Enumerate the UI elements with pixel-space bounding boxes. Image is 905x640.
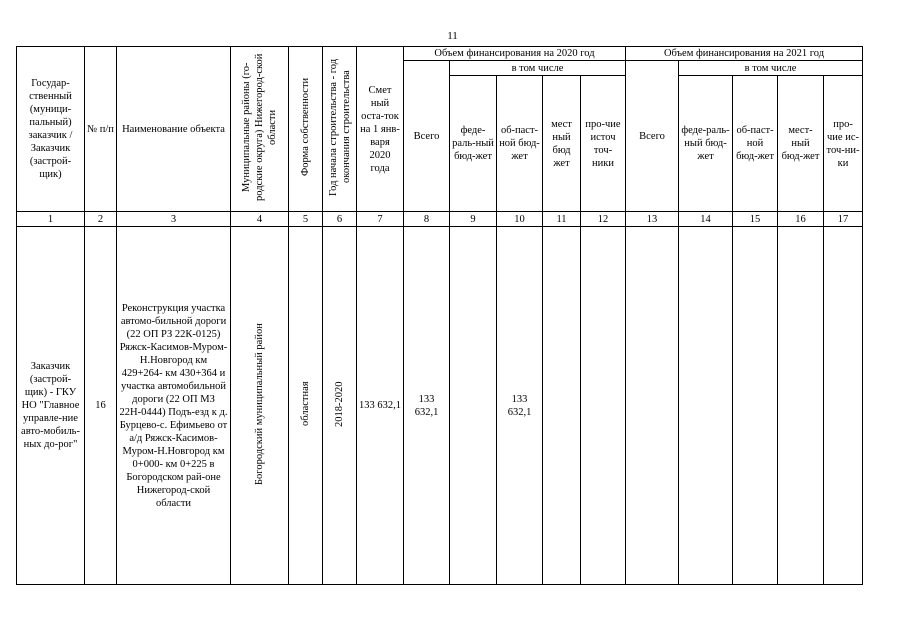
- page-number: 11: [447, 30, 458, 42]
- column-number: 13: [626, 212, 679, 227]
- header-ownership-cell: [289, 47, 323, 212]
- header-years-cell: [323, 47, 357, 212]
- header-ownership: Форма собственности: [300, 77, 311, 177]
- column-number: 5: [289, 212, 323, 227]
- row-regional-2021: [733, 227, 778, 585]
- row-ownership-cell: [289, 227, 323, 585]
- header-other-2020: про-чие источ точ-ники: [581, 76, 626, 212]
- row-other-2021: [824, 227, 863, 585]
- row-regional-2020: 133 632,1: [497, 227, 543, 585]
- header-customer: Государ-ственный (муници-пальный) заказчик / Заказчик (застрой-щик): [17, 47, 85, 212]
- row-other-2020: [581, 227, 626, 585]
- column-number: 16: [778, 212, 824, 227]
- row-object-name: Реконструкция участка автомо-бильной дороги (22 ОП РЗ 22К-0125) Ряжск-Касимов-Муром-Н.Новгород км 429+264- км 430+364 и участка автомобильной дороги (22 ОП МЗ 22Н-0444) Подъ-езд к д. Бурцево-с. Ефимьево от а/д Ряжск-Касимов-Муром-Н.Новгород км 0+000- км 0+225 в Богородском рай-оне Нижегород-ской области: [117, 227, 231, 585]
- row-estimate-balance: 133 632,1: [357, 227, 404, 585]
- column-number: 9: [450, 212, 497, 227]
- row-district: Богородский муниципальный район: [254, 322, 265, 485]
- column-number: 3: [117, 212, 231, 227]
- header-local-2021: мест-ный бюд-жет: [778, 76, 824, 212]
- header-district-cell: [231, 47, 289, 212]
- header-district: Муниципальные районы (го-родские округа) Нижегород-ской области: [241, 53, 278, 201]
- column-number: 7: [357, 212, 404, 227]
- row-years: 2018-2020: [334, 380, 345, 427]
- header-total-2021: Всего: [626, 61, 679, 212]
- column-number: 4: [231, 212, 289, 227]
- header-federal-2021: феде-раль-ный бюд-жет: [679, 76, 733, 212]
- header-other-2021: про-чие ис-точ-ни-ки: [824, 76, 863, 212]
- column-number: 2: [85, 212, 117, 227]
- header-years: Год начала строительства - год окончания строительства: [327, 58, 352, 196]
- row-local-2021: [778, 227, 824, 585]
- header-including-2021: в том числе: [679, 61, 863, 76]
- header-funding-2020: Объем финансирования на 2020 год: [404, 47, 626, 61]
- row-federal-2020: [450, 227, 497, 585]
- column-number: 6: [323, 212, 357, 227]
- column-number: 1: [17, 212, 85, 227]
- header-local-2020: мест ный бюд жет: [543, 76, 581, 212]
- column-number: 14: [679, 212, 733, 227]
- row-total-2020: 133 632,1: [404, 227, 450, 585]
- header-total-2020: Всего: [404, 61, 450, 212]
- header-federal-2020: феде-раль-ный бюд-жет: [450, 76, 497, 212]
- row-federal-2021: [679, 227, 733, 585]
- row-number: 16: [85, 227, 117, 585]
- row-ownership: областная: [300, 381, 311, 426]
- header-including-2020: в том числе: [450, 61, 626, 76]
- header-funding-2021: Объем финансирования на 2021 год: [626, 47, 863, 61]
- column-number: 11: [543, 212, 581, 227]
- header-regional-2021: об-паст-ной бюд-жет: [733, 76, 778, 212]
- header-object-name: Наименование объекта: [117, 47, 231, 212]
- column-number: 17: [824, 212, 863, 227]
- table-row: [17, 227, 863, 585]
- row-district-cell: [231, 227, 289, 585]
- header-number: № п/п: [85, 47, 117, 212]
- financing-table: [16, 46, 863, 585]
- column-number: 15: [733, 212, 778, 227]
- row-local-2020: [543, 227, 581, 585]
- column-number: 10: [497, 212, 543, 227]
- column-number: 12: [581, 212, 626, 227]
- header-estimate-balance: Смет ный оста-ток на 1 янв-варя 2020 года: [357, 47, 404, 212]
- row-total-2021: [626, 227, 679, 585]
- row-customer: Заказчик (застрой-щик) - ГКУ НО "Главное управле-ние авто-мобиль-ных до-рог": [17, 227, 85, 585]
- column-number: 8: [404, 212, 450, 227]
- header-regional-2020: об-паст-ной бюд-жет: [497, 76, 543, 212]
- row-years-cell: [323, 227, 357, 585]
